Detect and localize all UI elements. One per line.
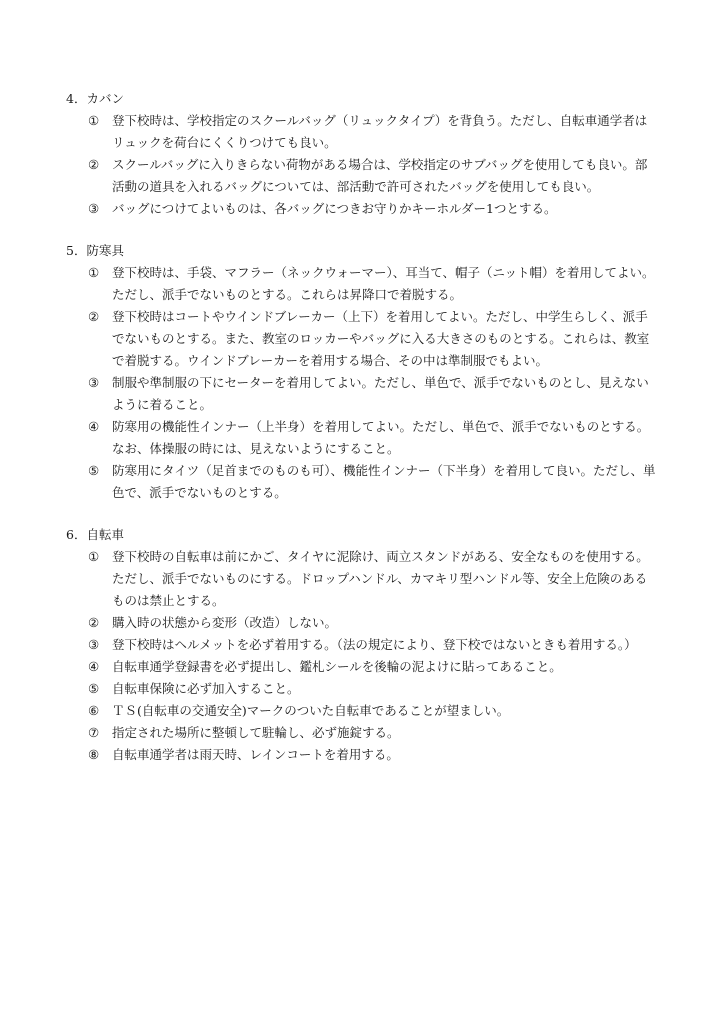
item-text: バッグにつけてよいものは、各バッグにつきお守りかキーホルダー1つとする。 <box>112 201 557 216</box>
item-number: ④ <box>88 419 100 434</box>
item-number: ⑤ <box>88 463 100 478</box>
item-text: 登下校時の自転車は前にかご、タイヤに泥除け、両立スタンドがある、安全なものを使用する。 ただし、派手でないものにする。ドロップハンドル、カマキリ型ハンドル等、安全上危険のある ものは禁止とする。 <box>112 549 649 608</box>
item-text: 自転車通学者は雨天時、レインコートを着用する。 <box>112 747 399 762</box>
item-number: ⑥ <box>88 703 100 718</box>
item-number: ① <box>88 549 100 564</box>
item-text: 購入時の状態から変形（改造）しない。 <box>112 615 338 630</box>
item-number: ② <box>88 615 100 630</box>
item-number: ④ <box>88 659 100 674</box>
section-heading: 4．カバン <box>66 91 124 106</box>
item-text: 自転車通学登録書を必ず提出し、鑑札シールを後輪の泥よけに貼ってあること。 <box>112 659 562 674</box>
item-text: 制服や準制服の下にセーターを着用してよい。ただし、単色で、派手でないものとし、見えない ように着ること。 <box>112 375 649 412</box>
item-number: ⑦ <box>88 725 100 740</box>
item-text: ＴＳ(自転車の交通安全)マークのついた自転車であることが望ましい。 <box>112 703 510 718</box>
item-text: 登下校時はヘルメットを必ず着用する。（法の規定により、登下校ではないときも着用する。） <box>112 637 637 652</box>
item-text: 防寒用の機能性インナー（上半身）を着用してよい。ただし、単色で、派手でないものとする。 なお、体操服の時には、見えないようにすること。 <box>112 419 650 456</box>
section-heading: 6．自転車 <box>66 527 124 542</box>
item-text: スクールバッグに入りきらない荷物がある場合は、学校指定のサブバッグを使用しても良い。部 活動の道具を入れるバッグについては、部活動で許可されたバッグを使用しても良い。 <box>112 157 648 194</box>
item-number: ① <box>88 265 100 280</box>
item-text: 登下校時は、学校指定のスクールバッグ（リュックタイプ）を背負う。ただし、自転車通学者は リュックを荷台にくくりつけても良い。 <box>112 113 648 150</box>
item-number: ② <box>88 309 100 324</box>
item-number: ⑤ <box>88 681 100 696</box>
item-number: ① <box>88 113 100 128</box>
item-number: ② <box>88 157 100 172</box>
item-text: 指定された場所に整頓して駐輪し、必ず施錠する。 <box>112 725 400 740</box>
item-text: 登下校時はコートやウインドブレーカー（上下）を着用してよい。ただし、中学生らしく、派手 でないものとする。また、教室のロッカーやバッグに入る大きさのものとする。これらは、教室 で着脱する。ウインドブレーカーを着用する場合、その中は準制服でもよい。 <box>112 309 650 368</box>
section-heading: 5．防寒具 <box>66 243 124 258</box>
item-text: 自転車保険に必ず加入すること。 <box>112 681 300 696</box>
item-number: ⑧ <box>88 747 100 762</box>
item-text: 防寒用にタイツ（足首までのものも可）、機能性インナー（下半身）を着用して良い。ただし、単 色で、派手でないものとする。 <box>112 463 656 500</box>
item-number: ③ <box>88 637 100 652</box>
item-text: 登下校時は、手袋、マフラー（ネックウォーマー）、耳当て、帽子（ニット帽）を着用してよい。 ただし、派手でないものとする。これらは昇降口で着脱する。 <box>112 265 655 302</box>
item-number: ③ <box>88 375 100 390</box>
item-number: ③ <box>88 201 100 216</box>
